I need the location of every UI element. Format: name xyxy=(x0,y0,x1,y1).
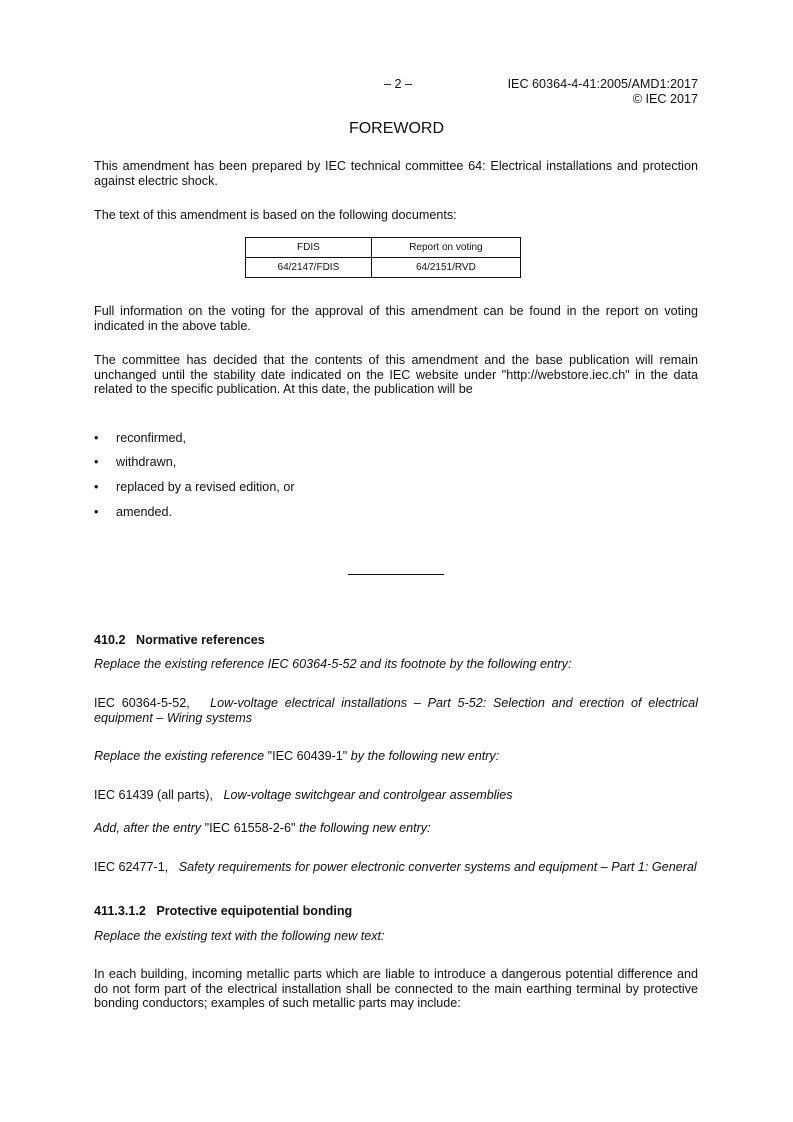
reference-id: IEC 61439 (all parts), xyxy=(94,788,213,802)
instruction-ref: "IEC 60439-1" xyxy=(267,749,348,763)
instruction xyxy=(94,657,698,672)
foreword-paragraph: The committee has decided that the contents of this amendment and the base publication will remain unchanged until the stability date indicated on the IEC website under "http://webstore.iec.ch" in the data related to the specific publication. At this date, the publication will be xyxy=(94,353,698,396)
table-header: Report on voting xyxy=(371,238,520,258)
list-item: • amended. xyxy=(94,505,173,519)
instruction-text: Replace the existing reference xyxy=(94,749,268,763)
table-cell: 64/2147/FDIS xyxy=(246,258,372,278)
section-heading: 410.2 Normative references xyxy=(94,633,265,647)
instruction xyxy=(94,821,698,836)
list-item: • reconfirmed, xyxy=(94,431,186,445)
instruction-text: Add, after the entry xyxy=(94,821,205,835)
list-item-text: replaced by a revised edition, or xyxy=(116,480,295,494)
table-row xyxy=(246,258,521,278)
body-paragraph: In each building, incoming metallic parts which are liable to introduce a dangerous potential difference and do not form part of the electrical installation shall be connected to the main earthing terminal by protective bonding conductors; examples of such metallic parts may include: xyxy=(94,967,698,1010)
table-header: FDIS xyxy=(246,238,372,258)
document-id: IEC 60364-4-41:2005/AMD1:2017 xyxy=(507,77,698,91)
reference-title: Low-voltage electrical installations – Part 5-52: Selection and erection of electrical equipment – Wiring systems xyxy=(94,696,698,725)
list-item-text: reconfirmed, xyxy=(116,431,186,445)
foreword-paragraph: The text of this amendment is based on the following documents: xyxy=(94,208,457,222)
table-cell: 64/2151/RVD xyxy=(371,258,520,278)
separator-rule xyxy=(348,574,444,575)
reference-title: Safety requirements for power electronic converter systems and equipment – Part 1: General xyxy=(178,860,697,874)
instruction-text: Replace the existing text with the following new text: xyxy=(94,929,385,943)
documents-table xyxy=(245,237,521,278)
reference-id: IEC 62477-1, xyxy=(94,860,169,874)
page-number: – 2 – xyxy=(383,77,412,91)
section-heading: 411.3.1.2 Protective equipotential bonding xyxy=(94,904,353,918)
foreword-title: FOREWORD xyxy=(348,120,445,137)
copyright: © IEC 2017 xyxy=(632,92,698,106)
instruction xyxy=(94,929,698,944)
instruction-text: Replace the existing reference IEC 60364-5-52 and its footnote by the following entry: xyxy=(94,657,572,671)
instruction-ref: "IEC 61558-2-6" xyxy=(204,821,296,835)
list-item: • withdrawn, xyxy=(94,455,177,469)
reference-title: Low-voltage switchgear and controlgear assemblies xyxy=(223,788,513,802)
instruction-text: by the following new entry: xyxy=(347,749,500,763)
table-header-row xyxy=(246,238,521,258)
instruction xyxy=(94,749,698,764)
foreword-paragraph: Full information on the voting for the approval of this amendment can be found in the report on voting indicated in the above table. xyxy=(94,304,698,333)
reference-entry xyxy=(94,696,698,725)
list-item-text: amended. xyxy=(116,505,173,519)
reference-entry xyxy=(94,788,698,803)
foreword-paragraph: This amendment has been prepared by IEC technical committee 64: Electrical installations and protection against electric shock. xyxy=(94,159,698,188)
reference-id: IEC 60364-5-52, xyxy=(94,696,190,710)
reference-entry xyxy=(94,860,698,875)
list-item: • replaced by a revised edition, or xyxy=(94,480,295,494)
list-item-text: withdrawn, xyxy=(116,455,177,469)
instruction-text: the following new entry: xyxy=(295,821,431,835)
